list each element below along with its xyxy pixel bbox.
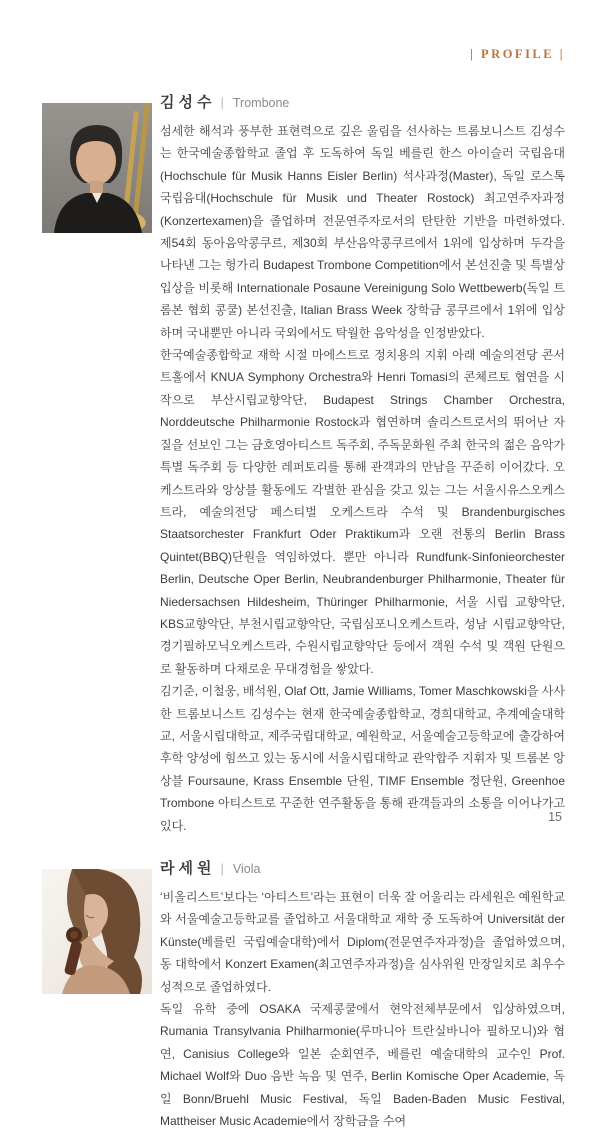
page-header bbox=[42, 45, 565, 63]
artist-bio bbox=[160, 886, 565, 1132]
bio-paragraph: 독일 유학 중에 OSAKA 국제콩쿨에서 현악전체부문에서 입상하였으며, Rumania Transylvania Philharmonie(루마니아 트란실바니아 필하모니)와 협연, Canisius College와 일본 순회연주, 베를린 예술대학의 교수인 Prof. Michael Wolf와 Duo 음반 녹음 및 연주, Berlin Komische Oper Academie, 독일 Bonn/Bruehl Music Festival, 독일 Baden-Baden Music Festival, Mattheiser Music Academie에서 장학금을 수여 bbox=[160, 1002, 565, 1129]
name-separator: | bbox=[220, 861, 224, 876]
name-separator: | bbox=[220, 95, 224, 110]
artist-name: 김성수 bbox=[160, 94, 216, 111]
bio-paragraph: 섬세한 해석과 풍부한 표현력으로 깊은 울림을 선사하는 트롬보니스트 김성수는 한국예술종합학교 졸업 후 도독하여 독일 베를린 한스 아이슬러 국립음대(Hochschule für Musik Hanns Eisler Berlin) 석사과정(Master), 독일 로스톡 국립음대(Hochschule für Musik und Theater Rostock) 최고연주자과정(Konzertexamen)을 졸업하며 전문연주자로서의 탄탄한 기반을 마련하였다. 제54회 동아음악콩쿠르, 제30회 부산음악콩쿠르에서 1위에 입상하며 두각을 나타낸 그는 헝가리 Budapest Trombone Competition에서 본선진출 및 특별상 입상을 비롯해 Internationale Posaune Vereinigung Solo Wettbewerb(독일 트롬본 협회 콩쿨) 본선진출, Italian Brass Week 장학금 콩쿠르에서 1위에 입상하며 국내뿐만 아니라 국외에서도 탁월한 음악성을 인정받았다. bbox=[160, 124, 565, 340]
photo-column bbox=[42, 91, 160, 233]
photo-column bbox=[42, 857, 160, 994]
artist-name-row bbox=[160, 857, 565, 878]
bio-paragraph: 한국예술종합학교 재학 시절 마에스트로 정치용의 지휘 아래 예술의전당 콘서트홀에서 KNUA Symphony Orchestra와 Henri Tomasi의 콘체르토 협연을 시작으로 부산시립교향악단, Budapest Strings Chamber Orchestra, Norddeutsche Philharmonie Rostock과 협연하며 솔리스트로서의 뛰어난 자질을 선보인 그는 금호영아티스트 독주회, 주독문화원 주최 한국의 젊은 음악가 특별 독주회 등 다양한 레퍼토리를 통해 관객과의 만남을 꾸준히 이어갔다. 오케스트라와 앙상블 활동에도 각별한 관심을 갖고 있는 그는 서울시유스오케스트라, 예술의전당 페스티벌 오케스트라 수석 및 Brandenburgisches Staatsorchester Frankfurt Oder Praktikum과 오랜 전통의 Berlin Brass Quintet(BBQ)단원을 역임하였다. 뿐만 아니라 Rundfunk-Sinfonieorchester Berlin, Deutsche Oper Berlin, Neubrandenburger Philharmonie, Theater für Niedersachsen Hildesheim, Thüringer Philharmonie, 서울 시립 교향악단, KBS교향악단, 부천시립교향악단, 국립심포니오케스트라, 성남 시립교향악단, 경기필하모닉오케스트라, 수원시립교향악단 등에서 객원 수석 및 객원 단원으로 활동하며 다채로운 무대경험을 쌓았다. bbox=[160, 348, 565, 676]
viola-player-photo bbox=[42, 869, 152, 994]
profile-header-label: | PROFILE | bbox=[470, 47, 565, 61]
bio-paragraph: ‘비올리스트’보다는 ‘아티스트’라는 표현이 더욱 잘 어울리는 라세원은 예원학교와 서울예술고등학교를 졸업하고 서울대학교 재학 중 도독하여 Universität der Künste(베를린 국립예술대학)에서 Diplom(전문연주자과정)을 졸업하였으며, 동 대학에서 Konzert Examen(최고연주자과정)을 심사위원 만장일치로 최우수 성적으로 졸업하였다. bbox=[160, 890, 565, 994]
profile-section-viola bbox=[42, 857, 565, 1132]
page-number: 15 bbox=[548, 810, 562, 824]
artist-name: 라세원 bbox=[160, 860, 216, 877]
profile-text-column bbox=[160, 857, 565, 1132]
artist-name-row bbox=[160, 91, 565, 112]
profile-text-column bbox=[160, 91, 565, 837]
bio-paragraph: 김기준, 이철웅, 배석원, Olaf Ott, Jamie Williams, Tomer Maschkowski을 사사한 트롬보니스트 김성수는 현재 한국예술종합학교, 경희대학교, 추계예술대학교, 서울시립대학교, 제주국립대학교, 예원학교, 서울예술고등학교에 출강하여 후학 양성에 힘쓰고 있는 동시에 서울시립대학교 관악합주 지휘자 및 트롬본 앙상블 Foursaune, Krass Ensemble 단원, TIMF Ensemble 정단원, Greenhoe Trombone 아티스트로 꾸준한 연주활동을 통해 관객들과의 소통을 이어나가고 있다. bbox=[160, 684, 565, 833]
trombone-player-photo bbox=[42, 103, 152, 233]
instrument-label: Trombone bbox=[232, 96, 290, 110]
profile-section-trombone bbox=[42, 91, 565, 837]
instrument-label: Viola bbox=[232, 862, 261, 876]
artist-bio bbox=[160, 120, 565, 837]
